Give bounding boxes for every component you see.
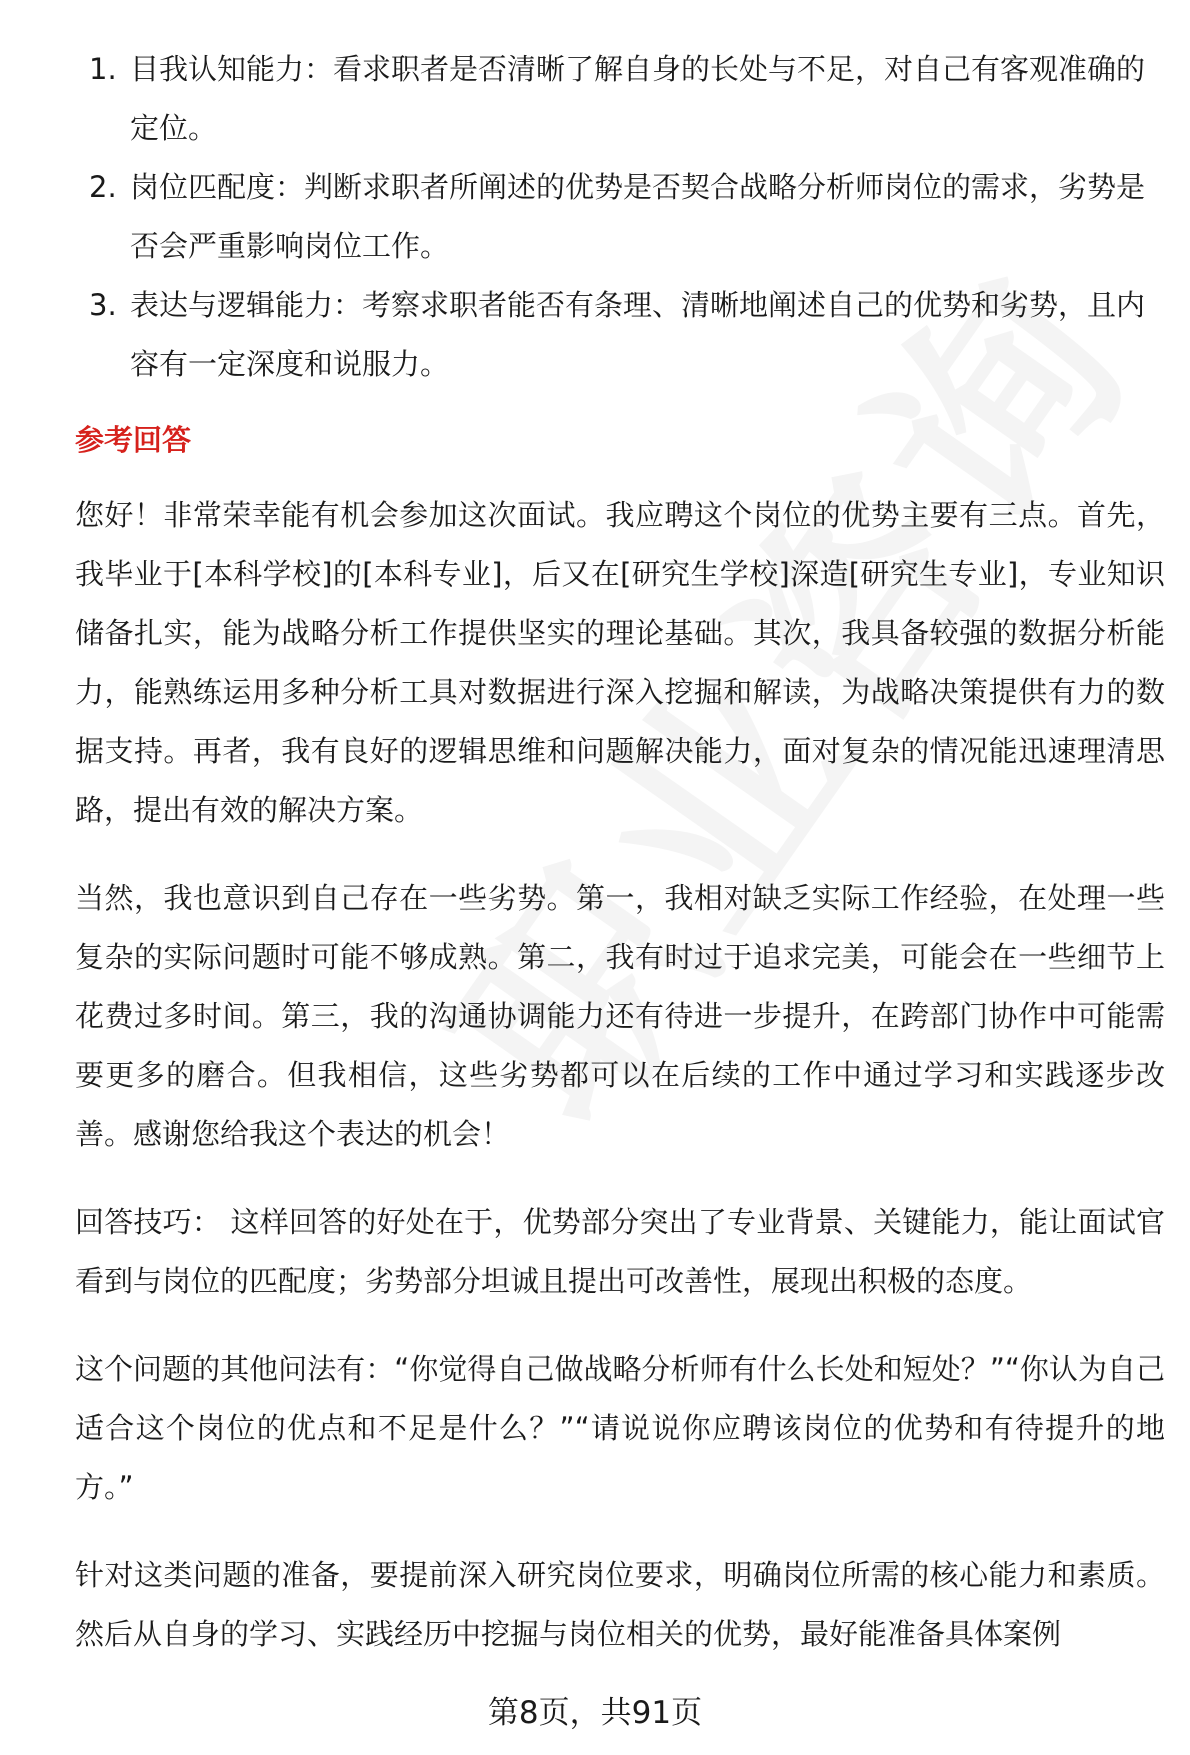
list-item	[75, 276, 1165, 394]
list-number: 1.	[89, 52, 117, 86]
page-content	[75, 40, 1165, 1693]
paragraph: 当然，我也意识到自己存在一些劣势。第一，我相对缺乏实际工作经验，在处理一些复杂的实际问题时可能不够成熟。第二，我有时过于追求完美，可能会在一些细节上花费过多时间。第三，我的沟通协调能力还有待进一步提升，在跨部门协作中可能需要更多的磨合。但我相信，这些劣势都可以在后续的工作中通过学习和实践逐步改善。感谢您给我这个表达的机会！	[75, 881, 1165, 1151]
list-item-text: 目我认知能力：看求职者是否清晰了解自身的长处与不足，对自己有客观准确的定位。	[130, 52, 1146, 145]
paragraph: 回答技巧： 这样回答的好处在于，优势部分突出了专业背景、关键能力，能让面试官看到与岗位的匹配度；劣势部分坦诚且提出可改善性，展现出积极的态度。	[75, 1205, 1165, 1298]
list-item-text: 岗位匹配度：判断求职者所阐述的优势是否契合战略分析师岗位的需求，劣势是否会严重影响岗位工作。	[130, 170, 1146, 263]
list-item-text: 表达与逻辑能力：考察求职者能否有条理、清晰地阐述自己的优势和劣势，且内容有一定深度和说服力。	[130, 288, 1146, 381]
page-number-footer: 第8页，共91页	[487, 1695, 703, 1731]
list-number: 3.	[89, 288, 117, 322]
section-heading: 参考回答	[75, 423, 192, 457]
list-item	[75, 40, 1165, 158]
list-item	[75, 158, 1165, 276]
criteria-list	[75, 40, 1165, 394]
paragraph: 您好！非常荣幸能有机会参加这次面试。我应聘这个岗位的优势主要有三点。首先，我毕业于[本科学校]的[本科专业]，后又在[研究生学校]深造[研究生专业]，专业知识储备扎实，能为战略分析工作提供坚实的理论基础。其次，我具备较强的数据分析能力，能熟练运用多种分析工具对数据进行深入挖掘和解读，为战略决策提供有力的数据支持。再者，我有良好的逻辑思维和问题解决能力，面对复杂的情况能迅速理清思路，提出有效的解决方案。	[75, 498, 1165, 827]
paragraph: 针对这类问题的准备，要提前深入研究岗位要求，明确岗位所需的核心能力和素质。然后从自身的学习、实践经历中挖掘与岗位相关的优势，最好能准备具体案例	[75, 1558, 1165, 1651]
paragraph: 这个问题的其他问法有：“你觉得自己做战略分析师有什么长处和短处？”“你认为自己适合这个岗位的优点和不足是什么？”“请说说你应聘该岗位的优势和有待提升的地方。”	[75, 1352, 1165, 1504]
list-number: 2.	[89, 170, 117, 204]
